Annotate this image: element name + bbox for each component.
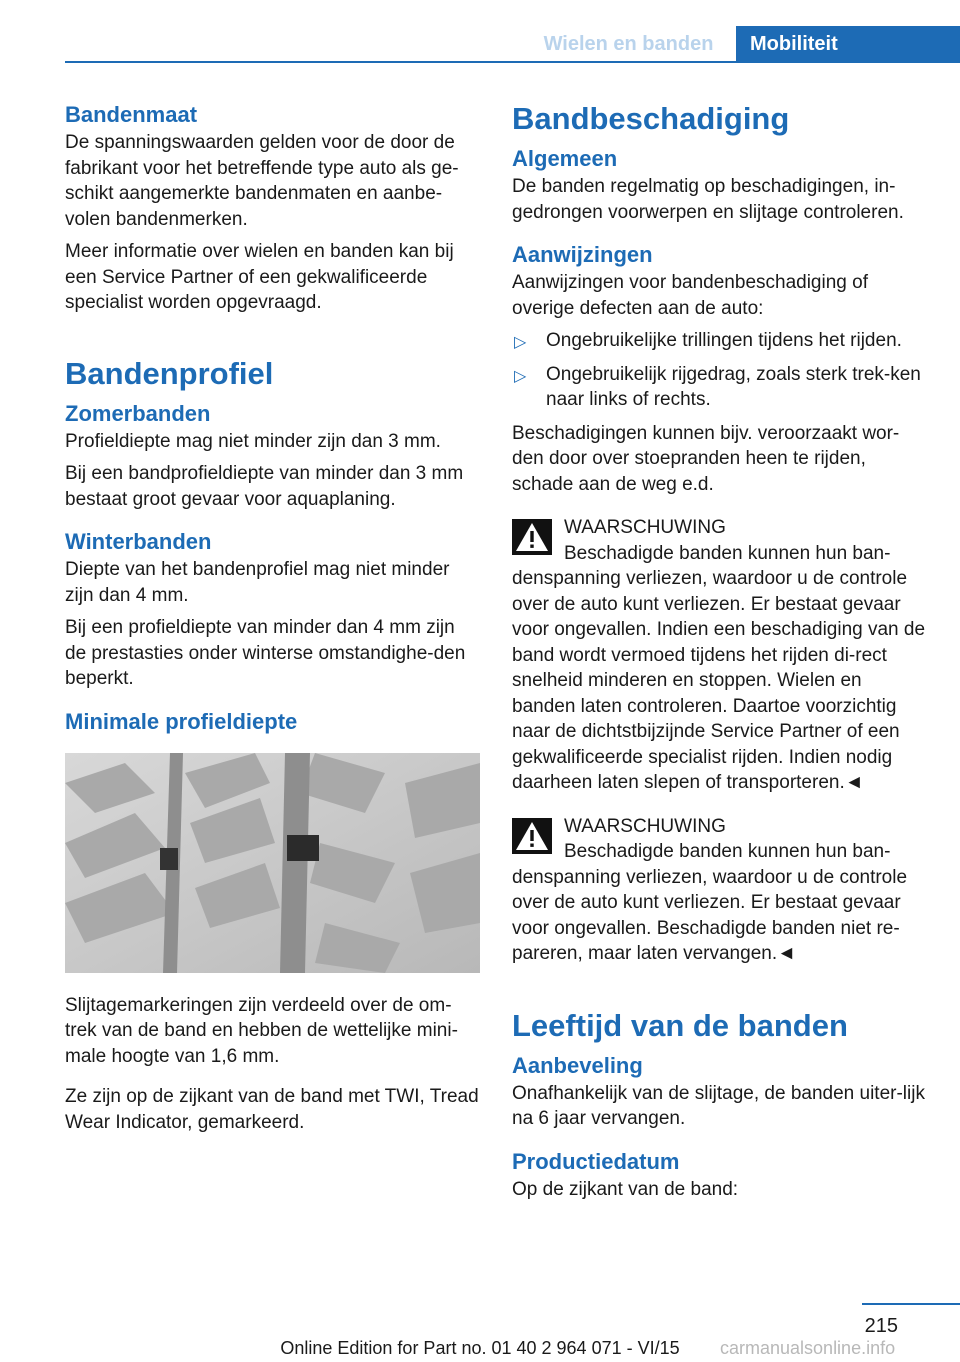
footer-rule	[862, 1303, 960, 1305]
warning-block	[512, 814, 930, 967]
list-item: ▷ Ongebruikelijke trillingen tijdens het rijden.	[512, 328, 930, 354]
paragraph: Meer informatie over wielen en banden kan bij een Service Partner of een gekwalificeerde specialist worden opgevraagd.	[65, 241, 454, 313]
heading-aanwijzingen: Aanwijzingen	[512, 242, 653, 267]
paragraph: Bij een bandprofieldiepte van minder dan 3 mm bestaat groot gevaar voor aquaplaning.	[65, 463, 464, 510]
heading-productiedatum: Productiedatum	[512, 1148, 680, 1174]
warning-triangle-icon	[512, 818, 552, 854]
left-column	[65, 100, 480, 1142]
heading-zomerbanden: Zomerbanden	[65, 400, 211, 426]
heading-bandenmaat: Bandenmaat	[65, 102, 198, 127]
heading-winterbanden: Winterbanden	[65, 529, 212, 554]
list-item: ▷ Ongebruikelijk rijgedrag, zoals sterk trek‐ken naar links of rechts.	[514, 363, 921, 410]
warning-text: Beschadigde banden kunnen hun ban‐	[564, 841, 891, 862]
paragraph: De banden regelmatig op beschadigingen, in‐gedrongen voorwerpen en slijtage controleren.	[512, 176, 904, 223]
paragraph: Onafhankelijk van de slijtage, de banden uiter‐lijk na 6 jaar vervangen.	[512, 1082, 925, 1129]
warning-block	[512, 515, 930, 796]
heading-minimale-profieldiepte: Minimale profieldiepte	[65, 708, 298, 734]
watermark: carmanualsonline.info	[720, 1338, 896, 1358]
warning-text: denspanning verliezen, waardoor u de controle over de auto kunt verliezen. Er bestaat gevaar voor ongevallen. Indien een beschadiging van de band wordt vermoed tijdens het rijden di‐rect snelheid minderen en stoppen. Wielen en banden laten controleren. Daartoe voorzichtig naar de dichtstbijzijnde Service Partner of een gekwalificeerde specialist rijden. Indien nodig daarheen laten slepen of transporteren.◄	[512, 568, 926, 793]
paragraph: Profieldiepte mag niet minder zijn dan 3 mm.	[65, 430, 441, 452]
warning-title: WAARSCHUWING	[564, 517, 726, 538]
bullet-triangle-icon: ▷	[514, 367, 527, 385]
bullet-list	[512, 328, 930, 413]
paragraph: Diepte van het bandenprofiel mag niet minder zijn dan 4 mm.	[65, 559, 450, 606]
section-tab[interactable]: Wielen en banden	[543, 33, 714, 55]
header-rule	[65, 61, 960, 63]
page-number: 215	[864, 1315, 898, 1337]
paragraph: Aanwijzingen voor bandenbeschadiging of overige defecten aan de auto:	[512, 272, 868, 319]
heading-aanbeveling: Aanbeveling	[512, 1052, 643, 1078]
heading-algemeen: Algemeen	[512, 146, 618, 171]
chapter-tab-extension	[860, 26, 960, 62]
right-column	[512, 100, 930, 1209]
warning-triangle-icon	[512, 519, 552, 555]
paragraph: Bij een profieldiepte van minder dan 4 mm zijn de prestasties onder winterse omstandighe‐den beperkt.	[65, 617, 466, 689]
paragraph: Slijtagemarkeringen zijn verdeeld over de om‐trek van de band en hebben de wettelijke mini‐male hoogte van 1,6 mm.	[65, 994, 458, 1067]
warning-text: Beschadigde banden kunnen hun ban‐	[564, 542, 891, 564]
bullet-triangle-icon: ▷	[514, 334, 527, 351]
paragraph: De spanningswaarden gelden voor de door de fabrikant voor het betreffende type auto als ge‐schikt aangemerkte bandenmaten en aanbe‐volen bandenmerken.	[65, 132, 459, 230]
heading-leeftijd: Leeftijd van de banden	[512, 1007, 848, 1043]
edition-footer: Online Edition for Part no. 01 40 2 964 071 - VI/15	[280, 1338, 680, 1358]
paragraph: Op de zijkant van de band:	[512, 1178, 739, 1200]
tread-wear-indicator-photo	[65, 753, 480, 973]
heading-bandenprofiel: Bandenprofiel	[65, 355, 274, 391]
chapter-tab[interactable]: Mobiliteit	[736, 26, 874, 62]
warning-text: denspanning verliezen, waardoor u de controle over de auto kunt verliezen. Er bestaat gevaar voor ongevallen. Beschadigde banden niet re‐pareren, maar laten vervangen.◄	[512, 866, 908, 964]
paragraph: Ze zijn op de zijkant van de band met TWI, Tread Wear Indicator, gemarkeerd.	[65, 1086, 479, 1133]
paragraph: Beschadigingen kunnen bijv. veroorzaakt wor‐den door over stoepranden heen te rijden, schade aan de weg e.d.	[512, 422, 900, 495]
warning-title: WAARSCHUWING	[564, 815, 726, 837]
heading-bandbeschadiging: Bandbeschadiging	[512, 101, 790, 136]
page-header	[0, 0, 960, 62]
